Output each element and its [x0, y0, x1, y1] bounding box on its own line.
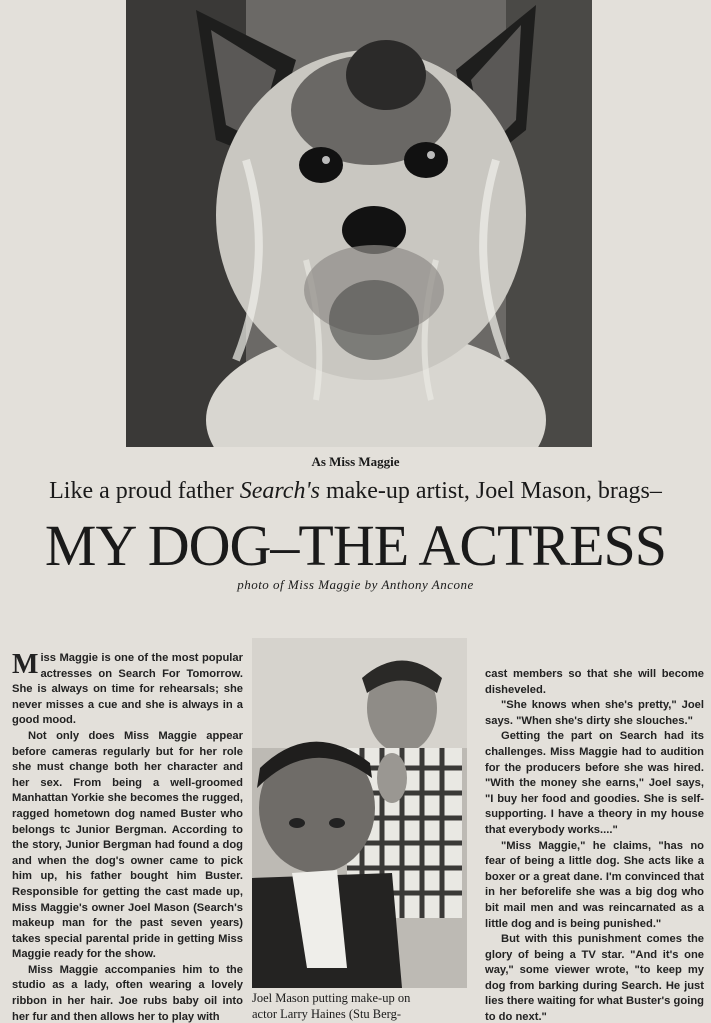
drop-cap: M	[12, 649, 39, 680]
caption-line-1: Joel Mason putting make-up on	[252, 991, 411, 1005]
left-paragraph-2: Not only does Miss Maggie appear before cameras regularly but for her role she must change both her character and her sex. From being a well-groomed Manhattan Yorkie she becomes the rugged, ragged hometown dog named Buster who belongs tc Junior Bergman. According to the story, Junior Bergman had found a dog and when the dog's owner came to pick him up, his father bought him Buster. Responsible for getting the cast made up, Miss Maggie's owner Joel Mason (Search's makeup man for the past seven years) takes special parental pride in getting Miss Maggie ready for the show.	[12, 729, 243, 961]
right-paragraph-5: But with this punishment comes the glory of being a TV star. "And it's one way," some viewer wrote, "to keep my dog from barking during Search. He just lies there waiting for what Buster's going to do next."	[485, 933, 704, 1023]
makeup-session-photo	[252, 638, 467, 988]
left-paragraph-3: Miss Maggie accompanies him to the studio as a lady, often wearing a lovely ribbon in her hair. Joe rubs baby oil into her fur and then allows her to play with	[12, 963, 243, 1023]
kicker-before: Like a proud father	[49, 478, 240, 504]
makeup-scene-illustration	[252, 638, 467, 988]
makeup-photo-caption	[252, 990, 478, 1022]
kicker-after: make-up artist, Joel Mason, brags–	[319, 478, 662, 504]
right-paragraph-4: "Miss Maggie," he claims, "has no fear of being a little dog. She acts like a boxer or a great dane. I'm convinced that in her beforelife she was a big dog who bit mail men and was reincarnated as a little dog and is being punished."	[485, 839, 704, 930]
article-column-left	[12, 651, 243, 1023]
left-paragraph-1	[12, 651, 243, 729]
photo-caption: As Miss Maggie	[311, 454, 400, 469]
photo-credit: photo of Miss Maggie by Anthony Ancone	[237, 577, 474, 592]
kicker-show-title: Search's	[239, 478, 320, 504]
dog-portrait-photo	[126, 0, 592, 447]
article-column-right	[485, 667, 704, 1023]
left-paragraph-1-text: iss Maggie is one of the most popular actresses on Search For Tomorrow. She is always on time for rehearsals; she never misses a cue and she is always in a good mood.	[12, 652, 243, 727]
caption-line-2: actor Larry Haines (Stu Berg-	[252, 1007, 402, 1021]
right-paragraph-3: Getting the part on Search had its challenges. Miss Maggie had to audition for the producers before she was hired. "With the money she earns," Joel says, "I buy her food and goodies. She is self-supporting. I have a theory in my house that everybody works...."	[485, 730, 704, 836]
kicker-line	[0, 478, 711, 505]
right-paragraph-1: cast members so that she will become disheveled.	[485, 668, 704, 696]
headline: MY DOG–THE ACTRESS	[44, 513, 667, 578]
right-paragraph-2: "She knows when she's pretty," Joel says. "When she's dirty she slouches."	[485, 699, 704, 727]
yorkie-illustration	[126, 0, 592, 447]
